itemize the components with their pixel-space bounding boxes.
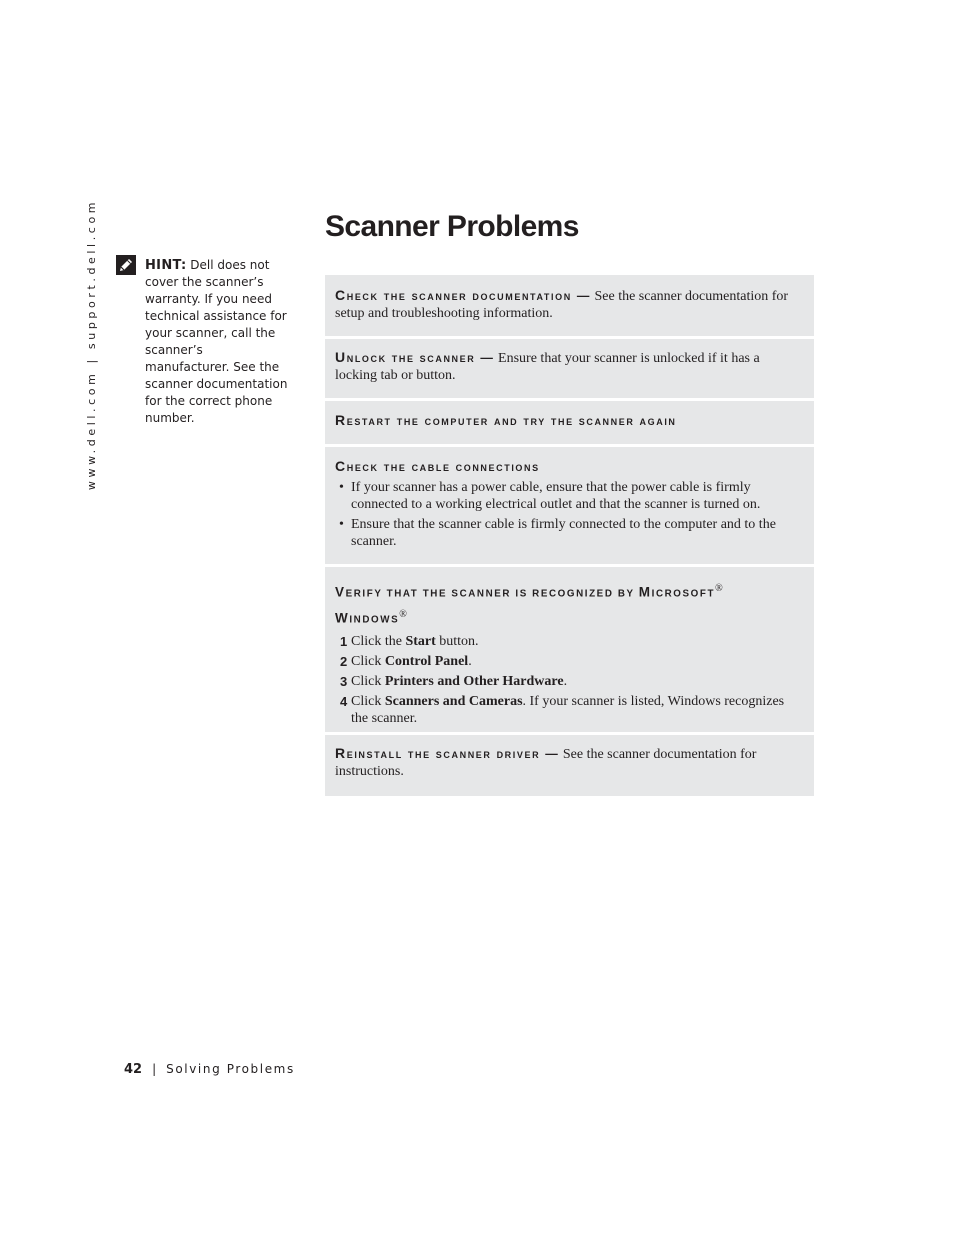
- step-number: 3: [340, 674, 348, 690]
- footer-section-title: Solving Problems: [166, 1062, 295, 1076]
- section-heading: Check the scanner documentation —: [335, 287, 591, 303]
- section-text: See the scanner documentation for instructions.: [335, 747, 757, 779]
- step-text: .: [563, 674, 568, 690]
- section-restart: [325, 401, 814, 444]
- section-cable-connections: [325, 447, 814, 564]
- section-heading: Check the cable connections: [335, 458, 540, 474]
- ui-term: Control Panel: [384, 654, 469, 670]
- step-text: Click the: [351, 634, 406, 650]
- step-item: [335, 693, 802, 727]
- registered-mark: ®: [399, 608, 407, 620]
- page-title: Scanner Problems: [325, 210, 579, 243]
- section-verify-recognized: [325, 567, 814, 732]
- section-reinstall-driver: [325, 735, 814, 796]
- step-number: 1: [340, 634, 348, 650]
- heading-cap: W: [335, 610, 350, 626]
- step-text: Click: [351, 654, 385, 670]
- heading-small-caps: ICROSOFT: [651, 588, 716, 600]
- page-footer: [124, 1062, 295, 1077]
- list-item: • Ensure that the scanner cable is firmly connected to the computer and to the scanner.: [335, 516, 802, 550]
- heading-small-caps: INDOWS: [349, 614, 400, 626]
- hint-label: HINT:: [145, 258, 187, 273]
- heading-cap: V: [335, 584, 346, 600]
- heading-cap: M: [638, 584, 652, 600]
- sidebar-url-text: www.dell.com | support.dell.com: [85, 198, 99, 491]
- ui-term: Start: [405, 634, 436, 650]
- section-heading: [335, 579, 802, 630]
- cable-bullet-list: [335, 479, 802, 550]
- step-text: .: [468, 654, 472, 670]
- step-item: [335, 673, 802, 690]
- step-item: [335, 653, 802, 670]
- step-text: Click: [351, 694, 385, 710]
- section-unlock-scanner: [325, 339, 814, 398]
- section-text: See the scanner documentation for setup and troubleshooting information.: [335, 289, 789, 321]
- list-item: • If your scanner has a power cable, ensure that the power cable is firmly connected to a working electrical outlet and that the scanner is turned on.: [335, 479, 802, 513]
- page-number: 42: [124, 1062, 143, 1077]
- step-number: 4: [340, 694, 348, 710]
- hint-text: Dell does not cover the scanner’s warranty. If you need technical assistance for your scanner, call the scanner’s manufacturer. See the scanner documentation for the correct phone number.: [145, 258, 288, 425]
- hint-pencil-icon: [116, 255, 136, 275]
- section-text: Ensure that your scanner is unlocked if it has a locking tab or button.: [335, 351, 760, 383]
- section-heading: Unlock the scanner —: [335, 349, 495, 365]
- step-text: button.: [435, 634, 479, 650]
- hint-note: [145, 257, 290, 427]
- step-text: . If your scanner is listed, Windows recognizes the scanner.: [351, 694, 785, 727]
- step-item: [335, 633, 802, 650]
- ui-term: Scanners and Cameras: [384, 694, 523, 710]
- heading-small-caps: ERIFY THAT THE SCANNER IS RECOGNIZED BY: [345, 588, 639, 600]
- verify-steps-list: [335, 633, 802, 727]
- section-heading: Restart the computer and try the scanner again: [335, 412, 677, 428]
- step-number: 2: [340, 654, 348, 670]
- registered-mark: ®: [715, 583, 723, 594]
- step-text: Click: [351, 674, 385, 690]
- section-check-documentation: [325, 275, 814, 336]
- footer-separator: |: [152, 1062, 157, 1076]
- section-heading: Reinstall the scanner driver —: [335, 745, 560, 761]
- ui-term: Printers and Other Hardware: [384, 674, 564, 690]
- sidebar-url: [82, 198, 102, 491]
